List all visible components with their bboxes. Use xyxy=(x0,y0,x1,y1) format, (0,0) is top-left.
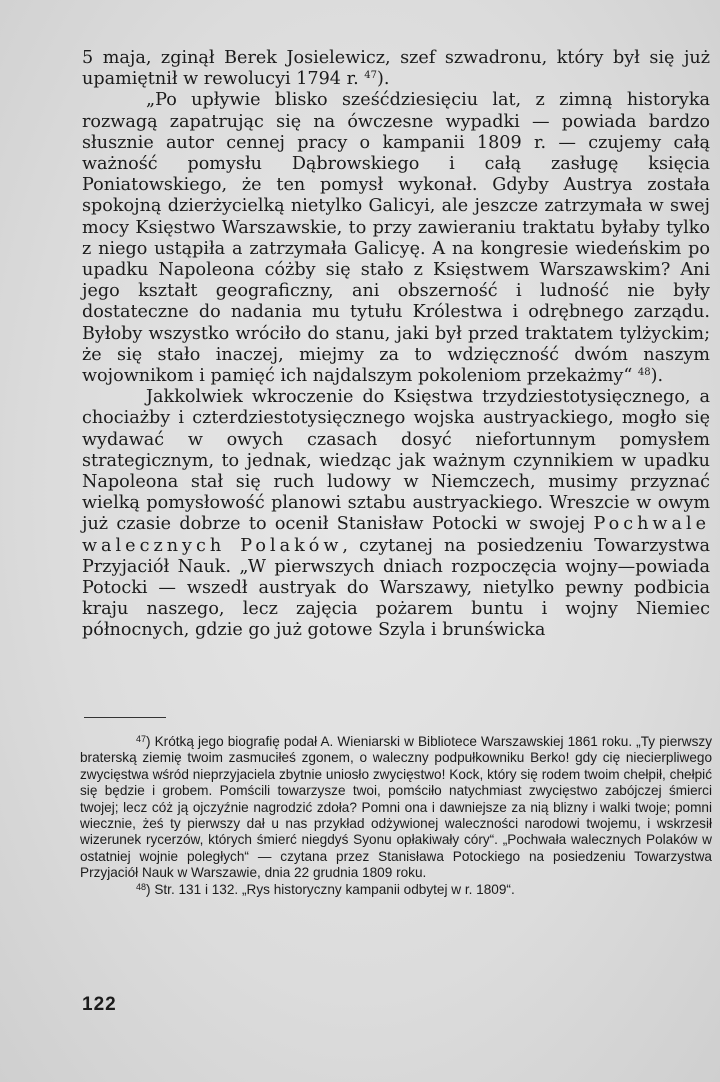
paragraph-text: ). xyxy=(650,366,664,387)
footnote-text: ) Krótką jego biografię podał A. Wieniarski w Bibliotece Warszawskiej 1861 roku. „Ty pierwszy braterską ziemię twoim zasmuciłeś zgonem, o waleczny podpułkowniku Berko! gdy cię niecierpliwego zwycięstwa wśród nieprzyjaciela zbytnie uniosło zwycięstwo! Kock, który się rodem twoim chełpił, chełpić się będzie i grobem. Pomścili towarzysze twoi, pomściło natychmiast zwycięstwo zabójczej śmierci twojej; lecz cóż ją ojczyźnie nagrodzić zdoła? Pomni ona i dawniejsze za nią blizny i walki twoje; pomni wiecznie, żeś ty pierwszy dał u nas przykład odżywionej waleczności narodowi twojemu, i wskrzesił wizerunek rycerzów, których śmierć niegdyś Syonu opłakiwały córy“. „Pochwała walecznych Polaków w ostatniej wojnie poległych“ — czytana przez Stanisława Potockiego na posiedzeniu Towarzystwa Przyjaciół Nauk w Warszawie, dnia 22 grudnia 1809 roku. xyxy=(80,734,712,881)
footnote-48 xyxy=(80,882,712,898)
footnote-reference: 47 xyxy=(364,70,377,82)
paragraph-text: , czytanej na posiedzeniu Towarzystwa Przyjaciół Nauk. „W pierwszych dniach rozpoczęcia wojny—powiada Potocki — wszedł austryak do Warszawy, nietylko pewny podbicia kraju naszego, lecz zajęcia pożarem buntu i wojny Niemiec północnych, gdzie go już gotowe Szyla i brunświcka xyxy=(82,535,710,641)
paragraph-text: ). xyxy=(377,69,390,90)
footnote-text: ) Str. 131 i 132. „Rys historyczny kampanii odbytej w r. 1809“. xyxy=(146,881,515,897)
spaced-title: Pochwale walecznych Polaków xyxy=(82,514,710,556)
paragraph-continuation xyxy=(82,48,710,90)
paragraph-text: „Po upływie blisko sześćdziesięciu lat, z zimną historyka rozwagą zapatrując się na ówczesne wypadki — powiada bardzo słusznie autor cennej pracy o kampanii 1809 r. — czujemy całą ważność pomysłu Dąbrowskiego i całą zasługę księcia Poniatowskiego, że ten pomysł wykonał. Gdyby Austrya została spokojną dzierżycielką nietylko Galicyi, ale jeszcze zatrzymała w swej mocy Księstwo Warszawskie, to przy zawieraniu traktatu byłaby tylko z niego ustąpiła a zatrzymała Galicyę. A na kongresie wiedeńskim po upadku Napoleona cóżby się stało z Księstwem Warszawskim? Ani jego kształt geograficzny, ani obszerność i ludność nie były dostateczne do nadania mu tytułu Królestwa i odrębnego zarządu. Byłoby wszystko wróciło do stanu, jaki był przed traktatem tylżyckim; że się stało inaczej, miejmy za to wdzięczność dwóm naszym wojownikom i pamięć ich najdalszym pokoleniom przekażmy“ xyxy=(82,90,710,387)
main-text xyxy=(82,48,710,642)
page-number: 122 xyxy=(82,994,117,1015)
paragraph-analysis xyxy=(82,387,710,641)
footnote-47 xyxy=(80,734,712,882)
footnote-reference: 48 xyxy=(637,367,651,379)
paragraph-quote xyxy=(82,90,710,387)
paragraph-text: Jakkolwiek wkroczenie do Księstwa trzydziestotysięcznego, a chociażby i czterdziestotysięcznego wojska austryackiego, mogło się wydawać w owych czasach dosyć niefortunnym pomysłem strategicznym, to jednak, wiedząc jak ważnym czynnikiem w upadku Napoleona stał się ruch ludowy w Niemczech, musimy przyznać wielką pomysłowość planowi sztabu austryackiego. Wreszcie w owym już czasie dobrze to ocenił Stanisław Potocki w swojej xyxy=(82,387,710,535)
footnote-number: 47 xyxy=(136,734,147,744)
footnotes xyxy=(80,734,712,898)
footnote-number: 48 xyxy=(136,881,147,892)
footnote-divider xyxy=(84,717,166,718)
paragraph-text: 5 maja, zginął Berek Josielewicz, szef szwadronu, który był się już upamiętnił w rewolucyi 1794 r. xyxy=(82,48,710,90)
